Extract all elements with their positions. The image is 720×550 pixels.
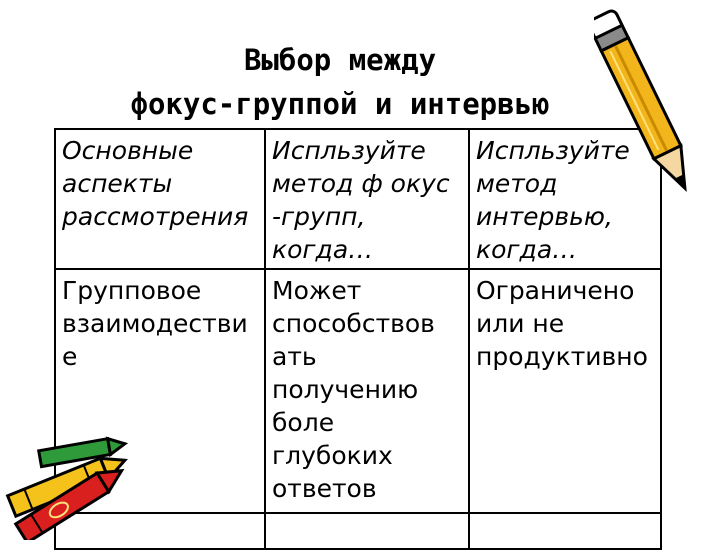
pencil-icon xyxy=(594,0,704,220)
crayons-icon xyxy=(0,430,150,540)
slide-title xyxy=(50,38,630,126)
title-line-2: фокус-группой и интервью xyxy=(130,87,550,121)
cell-interview-when: Испльзуйте метод интервью, когда… xyxy=(469,129,661,269)
cell-focus-group-value: Может способствов ать получению боле глубоких ответов xyxy=(265,269,469,513)
title-line-1: Выбор между xyxy=(243,43,437,77)
cell-empty xyxy=(265,513,469,549)
cell-focus-group-when: Испльзуйте метод ф окус -групп, когда… xyxy=(265,129,469,269)
cell-interview-value: Ограничено или не продуктивно xyxy=(469,269,661,513)
table-row-header xyxy=(55,129,661,269)
cell-aspects: Основные аспекты рассмотрения xyxy=(55,129,265,269)
cell-empty xyxy=(469,513,661,549)
cell-group-interaction: Групповое взаимодестви е xyxy=(55,269,265,513)
